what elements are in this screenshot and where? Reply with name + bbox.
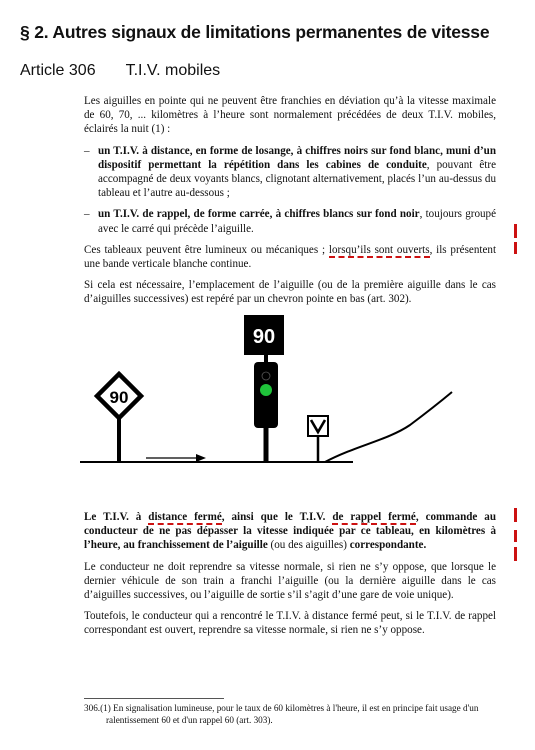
diverging-track [325, 392, 452, 462]
distance-sign-value: 90 [109, 388, 129, 407]
chevron-paragraph: Si cela est nécessaire, l’emplacement de l’aiguille (ou de la première aiguille dans le cas d’aiguilles successives) est repéré par un chevron pointe en bas (art. 302). [84, 279, 496, 306]
annotated-text: lorsqu’ils sont ouverts [328, 243, 430, 256]
bullet-dash: – [84, 144, 90, 157]
bullet-bold-text: un T.I.V. de rappel, de forme carrée, à chiffres blancs sur fond noir [98, 208, 420, 221]
margin-annotation-mark [514, 242, 517, 254]
article-heading [20, 62, 520, 80]
margin-annotation-mark [514, 508, 517, 522]
bullet-text: , pouvant être accompagné de deux voyants blancs, clignotant alternativement, placés l’un au-dessus du tableau et l’autre au-dessous ; [98, 158, 496, 200]
recall-sign-value: 90 [252, 326, 276, 348]
command-text-normal: (ou des aiguilles) [267, 539, 350, 552]
command-paragraph [84, 510, 496, 553]
exception-paragraph: Toutefois, le conducteur qui a rencontré le T.I.V. à distance fermé peut, si le T.I.V. de rappel correspondant est ouvert, reprendre sa vitesse normale, si rien ne s’y oppose. [84, 610, 496, 637]
lighting-text-end: , ils présentent une bande verticale blanche continue. [84, 243, 497, 271]
resume-paragraph: Le conducteur ne doit reprendre sa vitesse normale, si rien ne s’y oppose, que lorsque le dernier véhicule de son train a franchi l’aiguille (ou la dernière aiguille dans le cas d’aiguilles successives, ou l’aiguille de sortie s’il s’agit d’une gare de voie unique). [84, 560, 496, 602]
margin-annotation-mark [514, 547, 517, 561]
article-number: Article 306 [20, 62, 96, 79]
command-text: Le T.I.V. à [84, 511, 149, 523]
bullet-bold-text: un T.I.V. à distance, en forme de losange, à chiffres noirs sur fond blanc, muni d’un dispositif permettant la répétition dans les cabines de conduite [98, 144, 496, 171]
lighting-text: Ces tableaux peuvent être lumineux ou mécaniques ; [84, 243, 329, 256]
signal-illustration [80, 310, 500, 480]
article-title: T.I.V. mobiles [125, 62, 221, 79]
command-text: , commande au conducteur de ne pas dépasser la vitesse indiquée par ce tableau, en kilomètres à l’heure, au franchissement de l’aiguille [84, 511, 496, 552]
margin-annotation-mark [514, 530, 517, 542]
command-text-end: correspondante. [349, 539, 427, 552]
annotated-text: distance fermé [148, 511, 222, 523]
footnote-separator [84, 698, 224, 699]
upper-body [84, 94, 496, 314]
bullet-distance-sign [84, 144, 496, 201]
margin-annotation-mark [514, 224, 517, 238]
direction-arrow-head [196, 454, 206, 462]
section-title: § 2. Autres signaux de limitations permanentes de vitesse [20, 22, 490, 42]
annotated-text: de rappel fermé [332, 511, 416, 523]
intro-paragraph: Les aiguilles en pointe qui ne peuvent être franchies en déviation qu’à la vitesse maximale de 60, 70, ... kilomètres à l’heure sont normalement précédées de deux T.I.V. mobiles, éclairés la nuit (1) : [84, 95, 496, 136]
signal-lamp-green [260, 384, 272, 396]
signal-lamp-off [262, 372, 270, 380]
command-text: , ainsi que le T.I.V. [221, 511, 333, 523]
bullet-text: , toujours groupé avec le carré qui précède l’aiguille. [98, 208, 497, 235]
signal-diagram [80, 310, 500, 480]
footnote-line: ralentissement 60 et d'un rappel 60 (art. 303). [106, 714, 273, 725]
bullet-dash: – [84, 208, 90, 221]
footnote [84, 703, 496, 726]
lower-body [84, 510, 496, 645]
footnote-line: 306.(1) En signalisation lumineuse, pour le taux de 60 kilomètres à l'heure, il est en principe fait usage d'un [84, 703, 479, 713]
lighting-paragraph [84, 243, 496, 271]
bullet-recall-sign [84, 207, 496, 235]
